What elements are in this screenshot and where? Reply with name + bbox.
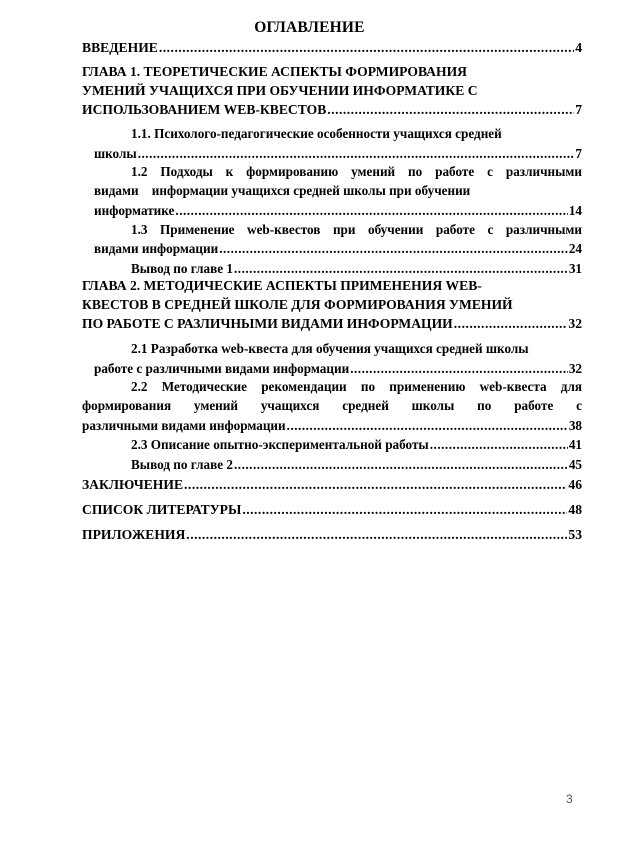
toc-section-2-1-line-1: 2.1 Разработка web-квеста для обучения учащихся средней школы	[131, 341, 529, 356]
toc-chapter-2-line-3	[82, 316, 582, 332]
toc-entry-text: работе с различными видами информации	[94, 361, 350, 376]
toc-section-1-2-line-1: 1.2 Подходы к формированию умений по работе с различными	[131, 164, 582, 179]
toc-page-number: 32	[568, 361, 582, 376]
toc-entry-text: различными видами информации	[82, 418, 286, 433]
toc-page-number: 32	[568, 316, 582, 331]
toc-entry-references	[82, 502, 582, 518]
toc-chapter-1-line-1: ГЛАВА 1. ТЕОРЕТИЧЕСКИЕ АСПЕКТЫ ФОРМИРОВАНИЯ	[82, 64, 467, 79]
dot-leader	[242, 502, 567, 518]
toc-entry-text: видами информации	[94, 241, 219, 256]
toc-entry-conclusion	[82, 477, 582, 493]
toc-page-number: 45	[568, 457, 582, 472]
dot-leader	[234, 261, 568, 277]
dot-leader	[234, 457, 568, 473]
toc-page-number: 7	[575, 102, 582, 117]
toc-entry-text: Вывод по главе 1	[131, 261, 233, 276]
toc-page-number: 53	[568, 527, 582, 542]
toc-entry-text: информатике	[94, 203, 175, 218]
toc-page-number: 38	[568, 418, 582, 433]
toc-chapter-2-line-2: КВЕСТОВ В СРЕДНЕЙ ШКОЛЕ ДЛЯ ФОРМИРОВАНИЯ УМЕНИЙ	[82, 297, 513, 312]
toc-section-1-2-line-2: видами информации учащихся средней школы при обучении	[94, 183, 471, 198]
page-number: 3	[566, 792, 573, 806]
toc-section-1-2-line-3	[94, 203, 582, 219]
dot-leader	[350, 361, 568, 377]
toc-entry-intro	[82, 40, 582, 56]
toc-entry-text: ВВЕДЕНИЕ	[82, 40, 158, 55]
toc-entry-conclusion-ch2	[131, 457, 582, 473]
toc-page-number: 46	[568, 477, 582, 492]
toc-section-1-1-line-1: 1.1. Психолого-педагогические особенности учащихся средней	[131, 126, 502, 141]
toc-page-number: 48	[568, 502, 582, 517]
toc-entry-conclusion-ch1	[131, 261, 582, 277]
dot-leader	[219, 241, 568, 257]
toc-section-2-2-line-2: формирования умений учащихся средней школы по работе с	[82, 398, 582, 413]
toc-chapter-1-line-2: УМЕНИЙ УЧАЩИХСЯ ПРИ ОБУЧЕНИИ ИНФОРМАТИКЕ С	[82, 83, 478, 98]
toc-page-number: 14	[568, 203, 582, 218]
dot-leader	[184, 477, 567, 493]
dot-leader	[186, 527, 567, 543]
toc-section-2-1-line-2	[94, 361, 582, 377]
toc-entry-text: СПИСОК ЛИТЕРАТУРЫ	[82, 502, 242, 517]
toc-entry-text: 2.3 Описание опытно-экспериментальной работы	[131, 437, 429, 452]
toc-title: ОГЛАВЛЕНИЕ	[254, 19, 365, 36]
toc-entry-text: ПО РАБОТЕ С РАЗЛИЧНЫМИ ВИДАМИ ИНФОРМАЦИИ	[82, 316, 453, 331]
toc-entry-text: ЗАКЛЮЧЕНИЕ	[82, 477, 184, 492]
toc-section-1-3-line-2	[94, 241, 582, 257]
dot-leader	[454, 316, 568, 332]
dot-leader	[138, 146, 575, 162]
dot-leader	[159, 40, 574, 56]
toc-section-1-3-line-1: 1.3 Применение web-квестов при обучении работе с различными	[131, 222, 582, 237]
toc-entry-text: ПРИЛОЖЕНИЯ	[82, 527, 186, 542]
dot-leader	[287, 418, 568, 434]
toc-page-number: 4	[575, 40, 582, 55]
toc-entry-text: школы	[94, 146, 137, 161]
dot-leader	[327, 102, 574, 118]
toc-entry-text: Вывод по главе 2	[131, 457, 233, 472]
toc-page-number: 24	[568, 241, 582, 256]
toc-section-2-3	[131, 437, 582, 453]
toc-section-2-2-line-3	[82, 418, 582, 434]
toc-page-number: 41	[568, 437, 582, 452]
dot-leader	[175, 203, 567, 219]
toc-page-number: 31	[568, 261, 582, 276]
dot-leader	[430, 437, 568, 453]
toc-chapter-2-line-1: ГЛАВА 2. МЕТОДИЧЕСКИЕ АСПЕКТЫ ПРИМЕНЕНИЯ WEB-	[82, 278, 482, 293]
toc-chapter-1-line-3	[82, 102, 582, 118]
toc-page-number: 7	[575, 146, 582, 161]
toc-section-2-2-line-1: 2.2 Методические рекомендации по применению web-квеста для	[131, 379, 582, 394]
toc-entry-text: ИСПОЛЬЗОВАНИЕМ WEB-КВЕСТОВ	[82, 102, 327, 117]
toc-entry-appendix	[82, 527, 582, 543]
toc-section-1-1-line-2	[94, 146, 582, 162]
